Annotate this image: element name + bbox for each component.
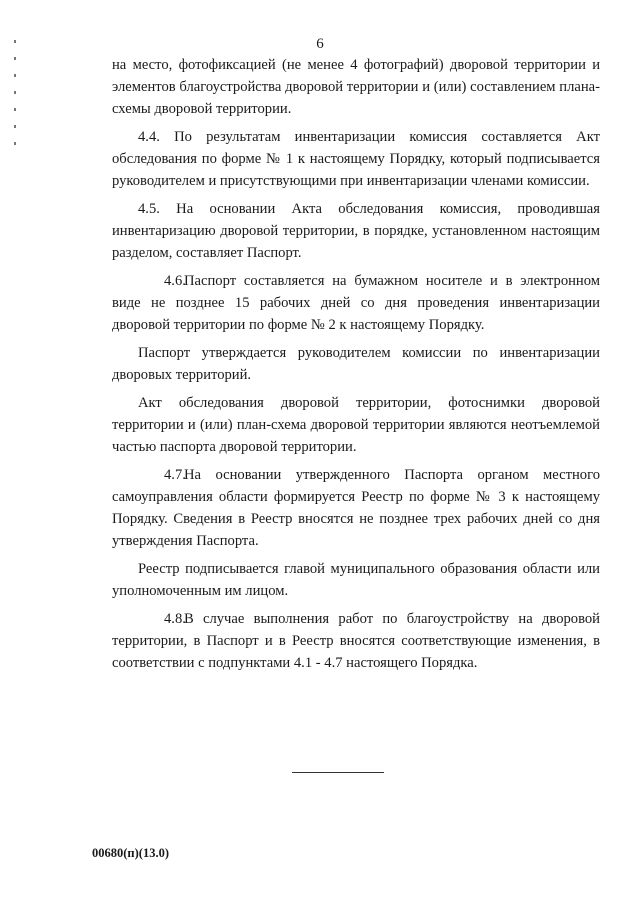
paragraph-4-6-approval [112, 342, 600, 386]
paragraph-number: 4.7. [164, 467, 186, 483]
paragraph-text: на место, фотофиксацией (не менее 4 фотографий) дворовой территории и элементов благоустройства дворовой территории и (или) составлением плана-схемы дворовой территории. [112, 57, 600, 117]
paragraph-text: На основании утвержденного Паспорта органом местного самоуправления области формируется Реестр по форме № 3 к настоящему Порядку. Сведения в Реестр вносятся не позднее трех рабочих дней со дня утверждения Паспорта. [112, 467, 600, 549]
paragraph-4-6 [112, 270, 600, 336]
paragraph-text: Паспорт составляется на бумажном носителе и в электронном виде не позднее 15 рабочих дней со дня проведения инвентаризации дворовой территории по форме № 2 к настоящему Порядку. [112, 273, 600, 333]
paragraph-number: 4.8. [164, 611, 186, 627]
paragraph-4-6-attachments [112, 392, 600, 458]
paragraph-text: 4.5. На основании Акта обследования комиссия, проводившая инвентаризацию дворовой территории, в порядке, установленном настоящим разделом, составляет Паспорт. [112, 201, 600, 261]
page-number: 6 [316, 36, 324, 52]
paragraph-4-8 [112, 608, 600, 674]
paragraph-text: Акт обследования дворовой территории, фотоснимки дворовой территории и (или) план-схема дворовой территории являются неотъемлемой частью паспорта дворовой территории. [112, 395, 600, 455]
end-divider [292, 772, 384, 773]
paragraph-text: Паспорт утверждается руководителем комиссии по инвентаризации дворовых территорий. [112, 345, 600, 383]
binding-marks [14, 40, 18, 170]
paragraph-4-5 [112, 198, 600, 264]
paragraph-number: 4.6. [164, 273, 186, 289]
paragraph-4-7 [112, 464, 600, 552]
paragraph-4-4 [112, 126, 600, 192]
document-code: 00680(п)(13.0) [92, 846, 169, 860]
paragraph-text: Реестр подписывается главой муниципального образования области или уполномоченным им лицом. [112, 561, 600, 599]
paragraph-4-7-signature [112, 558, 600, 602]
paragraph-text: В случае выполнения работ по благоустройству на дворовой территории, в Паспорт и в Реестр вносятся соответствующие изменения, в соответствии с подпунктами 4.1 - 4.7 настоящего Порядка. [112, 611, 600, 671]
paragraph-continuation [112, 54, 600, 120]
document-body [112, 54, 600, 674]
paragraph-text: 4.4. По результатам инвентаризации комиссия составляется Акт обследования по форме № 1 к настоящему Порядку, который подписывается руководителем и присутствующими при инвентаризации членами комиссии. [112, 129, 600, 189]
